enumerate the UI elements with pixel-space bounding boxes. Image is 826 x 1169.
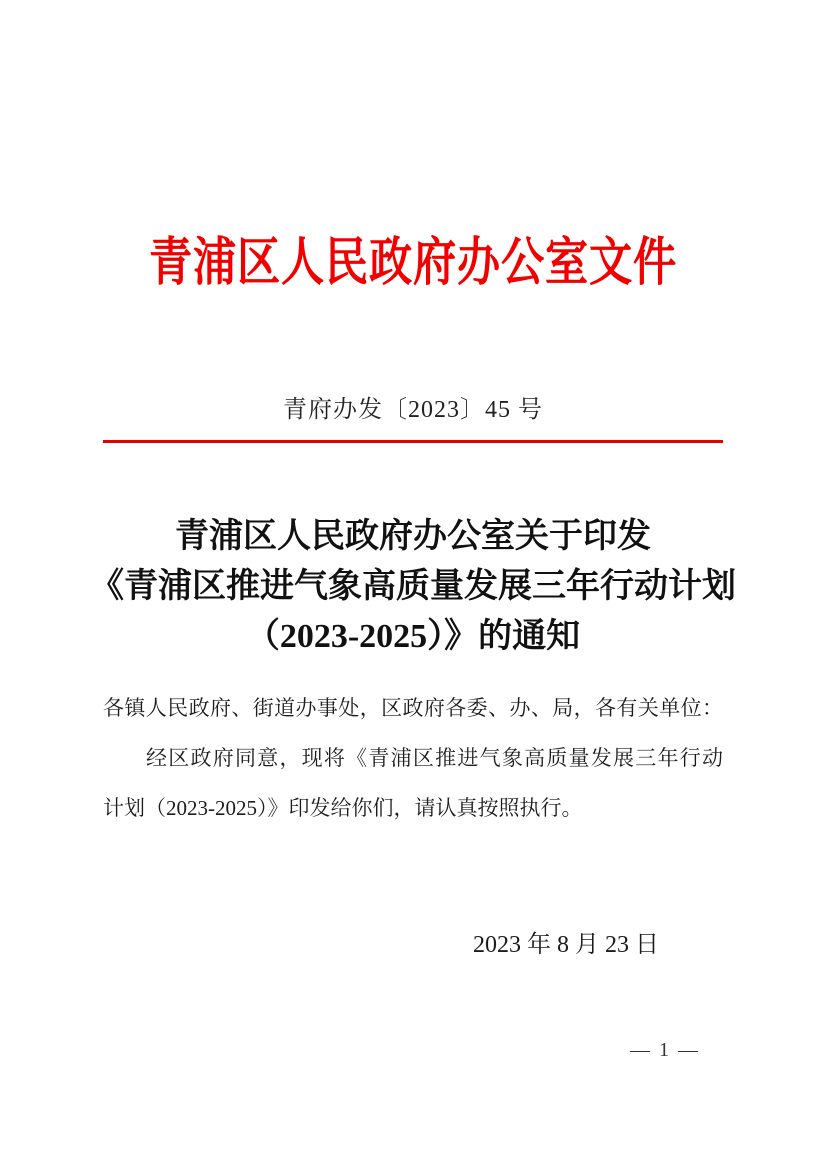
document-masthead (0, 236, 826, 304)
notice-title (0, 512, 826, 662)
page-number: — 1 — (630, 1039, 700, 1061)
body-text (103, 683, 723, 833)
masthead-title: 青浦区人民政府办公室文件 (149, 235, 677, 292)
body-paragraph-line-1: 经区政府同意，现将《青浦区推进气象高质量发展三年行动 (146, 746, 723, 770)
salutation-line: 各镇人民政府、街道办事处，区政府各委、办、局，各有关单位： (103, 696, 723, 720)
document-number: 青府办发〔2023〕45 号 (283, 397, 543, 423)
body-paragraph-line-2: 计划（2023-2025）》印发给你们，请认真按照执行。 (103, 796, 583, 820)
notice-title-line-1: 青浦区人民政府办公室关于印发 (175, 518, 651, 555)
notice-title-line-3: （2023-2025）》的通知 (245, 618, 581, 655)
notice-title-line-2: 《青浦区推进气象高质量发展三年行动计划 (90, 568, 736, 605)
red-divider-rule (103, 440, 723, 443)
issue-date: 2023 年 8 月 23 日 (473, 932, 659, 958)
